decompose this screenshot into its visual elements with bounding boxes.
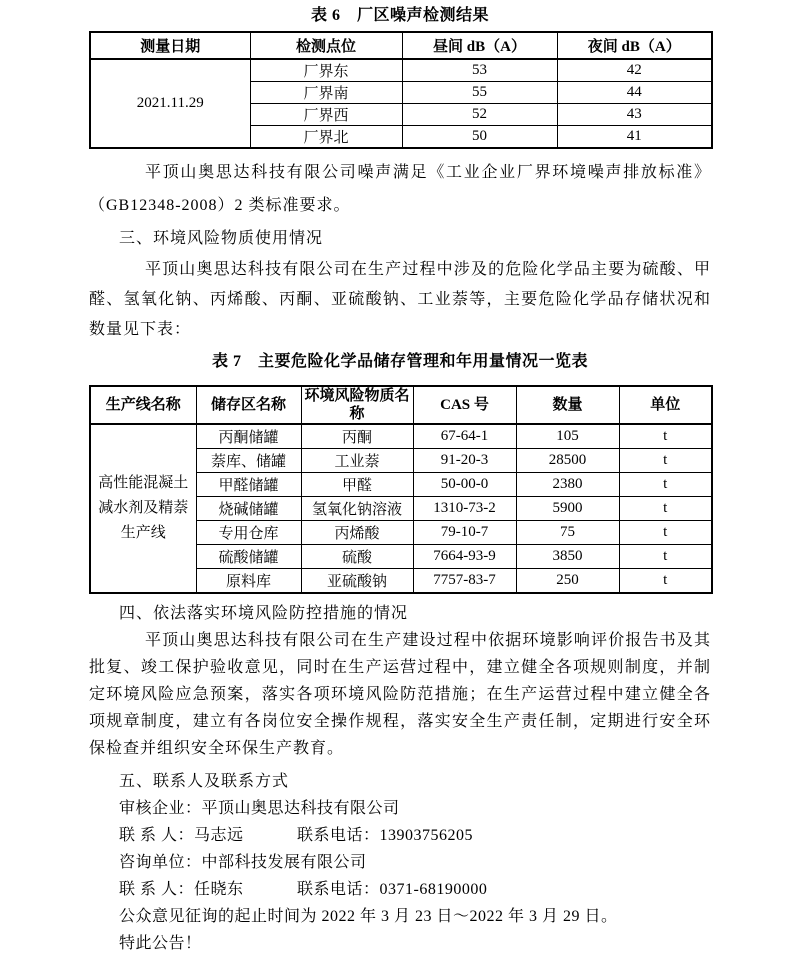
storage-area-cell: 原料库 <box>196 569 301 594</box>
table-row <box>90 424 712 449</box>
unit-cell: t <box>619 569 712 594</box>
qty-cell: 28500 <box>516 449 619 473</box>
noise-header-date: 测量日期 <box>90 32 250 59</box>
cas-cell: 7757-83-7 <box>413 569 516 594</box>
storage-area-cell: 萘库、储罐 <box>196 449 301 473</box>
qty-cell: 3850 <box>516 545 619 569</box>
contact-line-person-2 <box>119 876 711 903</box>
noise-conclusion-paragraph: 平顶山奥思达科技有限公司噪声满足《工业企业厂界环境噪声排放标准》（GB12348-2008）2 类标准要求。 <box>89 164 711 214</box>
production-line-cell: 高性能混凝土减水剂及精萘生产线 <box>90 424 196 593</box>
cas-cell: 7664-93-9 <box>413 545 516 569</box>
day-value-cell: 50 <box>402 126 557 149</box>
table6-title: 表 6 厂区噪声检测结果 <box>310 7 489 24</box>
cas-cell: 91-20-3 <box>413 449 516 473</box>
chem-header-unit: 单位 <box>619 386 712 424</box>
table-row <box>90 59 712 82</box>
measure-date-cell: 2021.11.29 <box>90 59 250 148</box>
document-page <box>0 6 800 957</box>
contact-label: 咨询单位： <box>119 854 202 871</box>
substance-cell: 亚硫酸钠 <box>301 569 413 594</box>
day-value-cell: 53 <box>402 59 557 82</box>
substance-cell: 氢氧化钠溶液 <box>301 497 413 521</box>
point-cell: 厂界北 <box>250 126 402 149</box>
contact-line-consulting-company <box>119 849 711 876</box>
day-value-cell: 55 <box>402 82 557 104</box>
chem-header-area: 储存区名称 <box>196 386 301 424</box>
chemical-storage-table <box>89 385 713 594</box>
substance-cell: 甲醛 <box>301 473 413 497</box>
contact-label: 联 系 人： <box>119 827 195 844</box>
noise-table-header-row <box>90 32 712 59</box>
contact-label: 审核企业： <box>119 800 202 817</box>
phone-label: 联系电话： <box>297 827 380 844</box>
unit-cell: t <box>619 424 712 449</box>
cas-cell: 50-00-0 <box>413 473 516 497</box>
noise-header-night: 夜间 dB（A） <box>557 32 712 59</box>
night-value-cell: 43 <box>557 104 712 126</box>
noise-header-day: 昼间 dB（A） <box>402 32 557 59</box>
contact-value: 任晓东 <box>194 881 244 898</box>
cas-cell: 67-64-1 <box>413 424 516 449</box>
section4-heading: 四、依法落实环境风险防控措施的情况 <box>119 605 409 622</box>
night-value-cell: 42 <box>557 59 712 82</box>
qty-cell: 5900 <box>516 497 619 521</box>
unit-cell: t <box>619 545 712 569</box>
closing-line: 特此公告！ <box>119 935 202 952</box>
section3-heading: 三、环境风险物质使用情况 <box>119 230 324 247</box>
qty-cell: 250 <box>516 569 619 594</box>
qty-cell: 75 <box>516 521 619 545</box>
substance-cell: 工业萘 <box>301 449 413 473</box>
storage-area-cell: 丙酮储罐 <box>196 424 301 449</box>
chem-header-cas: CAS 号 <box>413 386 516 424</box>
contact-value: 马志远 <box>194 827 244 844</box>
unit-cell: t <box>619 521 712 545</box>
cas-cell: 1310-73-2 <box>413 497 516 521</box>
substance-cell: 丙酮 <box>301 424 413 449</box>
storage-area-cell: 甲醛储罐 <box>196 473 301 497</box>
section5-heading: 五、联系人及联系方式 <box>119 773 290 790</box>
storage-area-cell: 烧碱储罐 <box>196 497 301 521</box>
notice-period-line: 公众意见征询的起止时间为 2022 年 3 月 23 日～2022 年 3 月 29 日。 <box>119 908 618 925</box>
day-value-cell: 52 <box>402 104 557 126</box>
noise-header-point: 检测点位 <box>250 32 402 59</box>
night-value-cell: 44 <box>557 82 712 104</box>
contact-label: 联 系 人： <box>119 881 195 898</box>
point-cell: 厂界南 <box>250 82 402 104</box>
night-value-cell: 41 <box>557 126 712 149</box>
section4-paragraph: 平顶山奥思达科技有限公司在生产建设过程中依据环境影响评价报告书及其批复、竣工保护验收意见，同时在生产运营过程中，建立健全各项规则制度，并制定环境风险应急预案，落实各项环境风险防范措施；在生产运营过程中建立健全各项规章制度，建立有各岗位安全操作规程，落实安全生产责任制，定期进行安全环保检查并组织安全环保生产教育。 <box>89 632 711 757</box>
chem-header-qty: 数量 <box>516 386 619 424</box>
contact-line-review-company <box>119 795 711 822</box>
storage-area-cell: 专用仓库 <box>196 521 301 545</box>
contact-value: 中部科技发展有限公司 <box>201 854 367 871</box>
point-cell: 厂界西 <box>250 104 402 126</box>
substance-cell: 硫酸 <box>301 545 413 569</box>
chemical-table-header-row <box>90 386 712 424</box>
qty-cell: 105 <box>516 424 619 449</box>
point-cell: 厂界东 <box>250 59 402 82</box>
section3-paragraph: 平顶山奥思达科技有限公司在生产过程中涉及的危险化学品主要为硫酸、甲醛、氢氧化钠、丙烯酸、丙酮、亚硫酸钠、工业萘等，主要危险化学品存储状况和数量见下表： <box>89 261 711 338</box>
noise-results-table <box>89 31 713 149</box>
table7-title: 表 7 主要危险化学品储存管理和年用量情况一览表 <box>211 353 588 370</box>
chem-header-line: 生产线名称 <box>90 386 196 424</box>
chem-header-substance: 环境风险物质名称 <box>301 386 413 424</box>
phone-number: 13903756205 <box>379 827 474 844</box>
storage-area-cell: 硫酸储罐 <box>196 545 301 569</box>
unit-cell: t <box>619 473 712 497</box>
qty-cell: 2380 <box>516 473 619 497</box>
cas-cell: 79-10-7 <box>413 521 516 545</box>
substance-cell: 丙烯酸 <box>301 521 413 545</box>
phone-number: 0371-68190000 <box>379 881 488 898</box>
unit-cell: t <box>619 497 712 521</box>
unit-cell: t <box>619 449 712 473</box>
contact-value: 平顶山奥思达科技有限公司 <box>201 800 400 817</box>
contact-line-person-1 <box>119 822 711 849</box>
phone-label: 联系电话： <box>297 881 380 898</box>
